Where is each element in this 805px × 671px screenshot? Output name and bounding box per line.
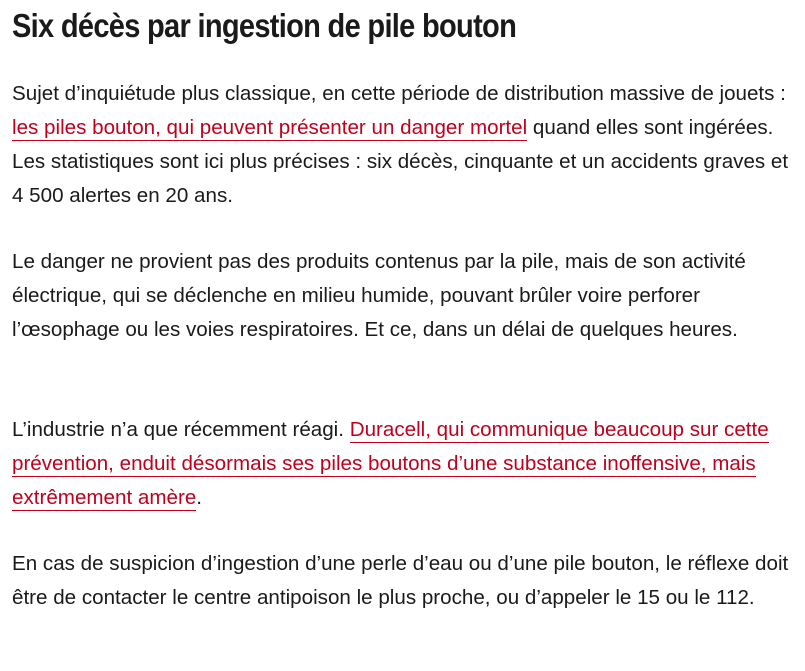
paragraph-button-batteries-intro [12,77,797,213]
paragraph-text: Sujet d’inquiétude plus classique, en cette période de distribution massive de jouets : [12,82,786,105]
article-section [12,0,797,615]
paragraph-text: L’industrie n’a que récemment réagi. [12,418,350,441]
paragraph-danger-explanation: Le danger ne provient pas des produits contenus par la pile, mais de son activité électrique, qui se déclenche en milieu humide, pouvant brûler voire perforer l’œsophage ou les voies respiratoires. Et ce, dans un délai de quelques heures. [12,250,746,341]
paragraph-industry-reaction [12,413,797,515]
paragraph-text: quand elles sont ingérées. Les statistiques sont ici plus précises : six décès, cinquante et un accidents graves et 4 500 alertes en 20 ans. [12,116,789,207]
paragraph-text: . [196,486,203,509]
button-batteries-danger-link[interactable]: les piles bouton, qui peuvent présenter un danger mortel [12,116,528,139]
paragraph-emergency-advice: En cas de suspicion d’ingestion d’une perle d’eau ou d’une pile bouton, le réflexe doit être de contacter le centre antipoison le plus proche, ou d’appeler le 15 ou le 112. [12,552,789,609]
section-heading: Six décès par ingestion de pile bouton [12,7,517,44]
duracell-prevention-link[interactable]: Duracell, qui communique beaucoup sur cette prévention, enduit désormais ses piles boutons d’une substance inoffensive, mais extrêmement amère [12,418,769,509]
